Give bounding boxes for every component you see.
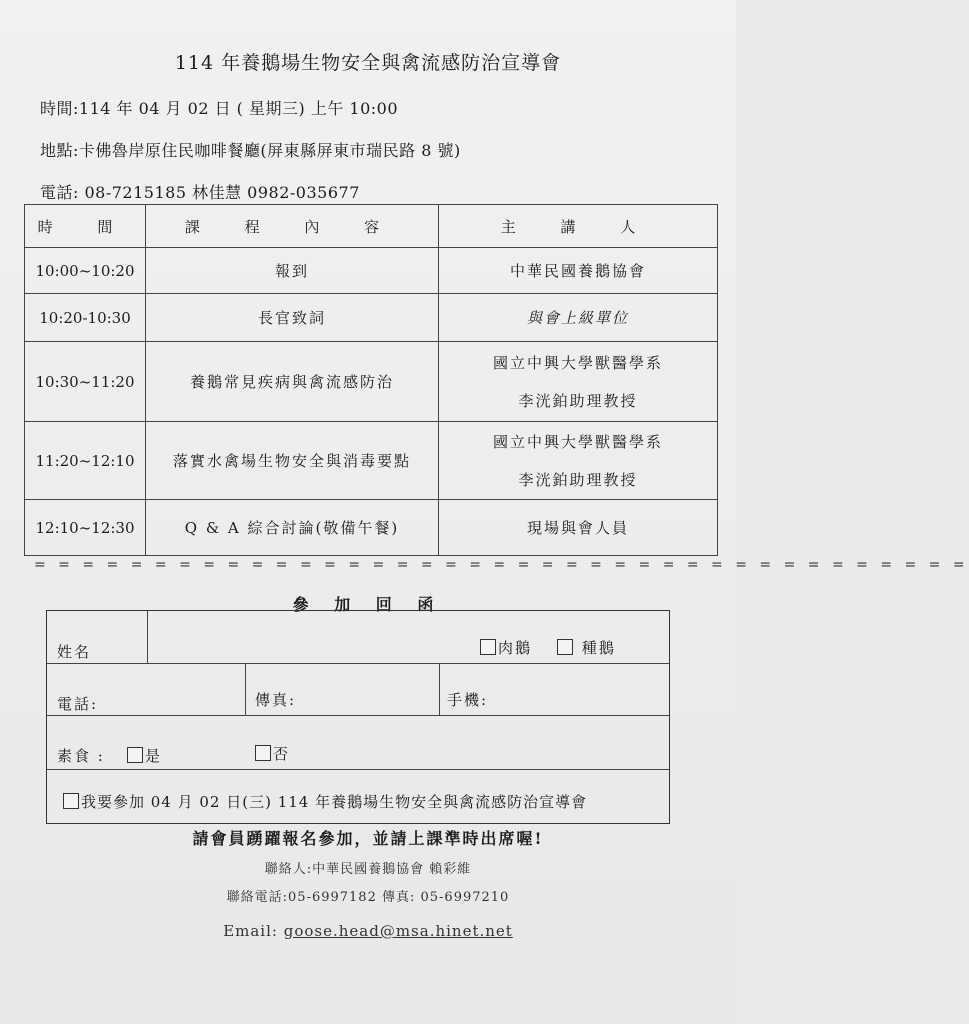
vegetarian-yes-option[interactable] bbox=[127, 745, 162, 766]
divider-line: = = = = = = = = = = = = = = = = = = = = = = = = = = = = = = = = = = = = = = = bbox=[34, 557, 969, 573]
breeding-goose-label: 種鵝 bbox=[581, 639, 616, 657]
attend-label: 我要參加 04 月 02 日(三) 114 年養鵝場生物安全與禽流感防治宣導會 bbox=[81, 793, 588, 811]
attend-option[interactable] bbox=[63, 791, 587, 812]
vegetarian-label: 素食 : bbox=[57, 747, 105, 765]
row-topic: Q & A 綜合討論(敬備午餐) bbox=[146, 500, 439, 556]
tel-label: 電話: bbox=[57, 695, 99, 713]
contact-phone: 聯絡電話:05-6997182 傳真: 05-6997210 bbox=[226, 890, 510, 905]
speaker-line: 國立中興大學獸醫學系 bbox=[492, 432, 663, 451]
row-topic: 報到 bbox=[146, 248, 439, 294]
meat-goose-label: 肉鵝 bbox=[498, 639, 533, 657]
mobile-label: 手機: bbox=[447, 691, 489, 709]
contact-email bbox=[0, 922, 736, 940]
breeding-goose-checkbox[interactable] bbox=[557, 639, 573, 655]
attend-checkbox[interactable] bbox=[63, 793, 79, 809]
row-time: 11:20~12:10 bbox=[25, 422, 146, 500]
row-speaker bbox=[439, 422, 718, 500]
speaker-line: 國立中興大學獸醫學系 bbox=[492, 353, 663, 372]
email-link[interactable]: goose.head@msa.hinet.net bbox=[283, 922, 513, 940]
reply-form bbox=[46, 610, 670, 824]
header-time: 時 間 bbox=[25, 205, 146, 248]
table-row bbox=[25, 500, 718, 556]
header-topic: 課 程 內 容 bbox=[146, 205, 439, 248]
row-topic: 落實水禽場生物安全與消毒要點 bbox=[146, 422, 439, 500]
speaker-line: 李洸鉑助理教授 bbox=[518, 470, 638, 489]
cell-divider bbox=[245, 663, 246, 715]
reply-row-vegetarian bbox=[47, 715, 669, 770]
row-time: 10:20-10:30 bbox=[25, 294, 146, 342]
event-phone: 電話: 08-7215185 林佳慧 0982-035677 bbox=[40, 183, 360, 202]
table-row bbox=[25, 422, 718, 500]
table-row bbox=[25, 248, 718, 294]
registration-notice: 請會員踴躍報名參加，並請上課準時出席喔! bbox=[192, 829, 544, 848]
vegetarian-yes-checkbox[interactable] bbox=[127, 747, 143, 763]
name-label: 姓名 bbox=[57, 643, 92, 661]
event-time: 時間:114 年 04 月 02 日 ( 星期三) 上午 10:00 bbox=[40, 99, 399, 118]
header-speaker: 主 講 人 bbox=[439, 205, 718, 248]
contact-person: 聯絡人:中華民國養鵝協會 賴彩維 bbox=[264, 862, 472, 877]
row-speaker: 中華民國養鵝協會 bbox=[439, 248, 718, 294]
reply-row-name bbox=[47, 611, 669, 664]
speaker-line: 李洸鉑助理教授 bbox=[518, 391, 638, 410]
schedule-header-row bbox=[25, 205, 718, 248]
row-speaker: 與會上級單位 bbox=[439, 294, 718, 342]
row-topic: 長官致詞 bbox=[146, 294, 439, 342]
page-title: 114 年養鵝場生物安全與禽流感防治宣導會 bbox=[174, 52, 562, 74]
email-label: Email: bbox=[223, 922, 278, 940]
row-time: 10:00~10:20 bbox=[25, 248, 146, 294]
reply-row-contact bbox=[47, 663, 669, 716]
fax-label: 傳真: bbox=[255, 691, 297, 709]
reply-row-attend bbox=[47, 769, 669, 823]
reply-form-title: 參 加 回 函 bbox=[292, 595, 444, 614]
table-row bbox=[25, 342, 718, 422]
name-field[interactable] bbox=[148, 611, 468, 663]
vegetarian-no-option[interactable] bbox=[255, 743, 290, 764]
breeding-goose-option[interactable] bbox=[557, 637, 616, 658]
table-row bbox=[25, 294, 718, 342]
row-topic: 養鵝常見疾病與禽流感防治 bbox=[146, 342, 439, 422]
schedule-table bbox=[24, 204, 718, 556]
row-time: 12:10~12:30 bbox=[25, 500, 146, 556]
row-time: 10:30~11:20 bbox=[25, 342, 146, 422]
vegetarian-no-label: 否 bbox=[273, 745, 291, 763]
vegetarian-no-checkbox[interactable] bbox=[255, 745, 271, 761]
cell-divider bbox=[439, 663, 440, 715]
row-speaker bbox=[439, 342, 718, 422]
meat-goose-option[interactable] bbox=[480, 637, 532, 658]
meat-goose-checkbox[interactable] bbox=[480, 639, 496, 655]
row-speaker: 現場與會人員 bbox=[439, 500, 718, 556]
event-place: 地點:卡佛魯岸原住民咖啡餐廳(屏東縣屏東市瑞民路 8 號) bbox=[40, 141, 461, 160]
vegetarian-yes-label: 是 bbox=[145, 747, 163, 765]
